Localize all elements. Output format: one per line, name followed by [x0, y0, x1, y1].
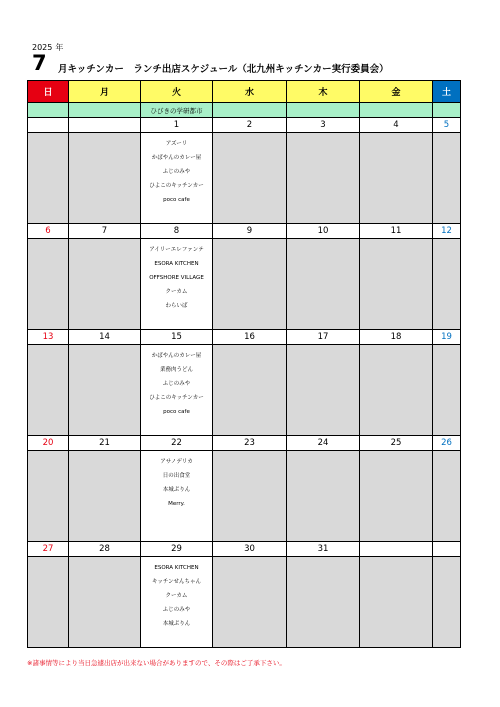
date-number: 23 [213, 436, 287, 451]
date-number: 13 [28, 330, 69, 345]
vendor-list [141, 451, 212, 525]
empty-cell [28, 133, 69, 224]
weekday-sun: 日 [28, 81, 69, 103]
date-number: 30 [213, 542, 287, 557]
date-number: 25 [360, 436, 433, 451]
empty-cell [360, 239, 433, 330]
empty-cell [69, 345, 141, 436]
empty-cell [69, 133, 141, 224]
date-number: 31 [287, 542, 360, 557]
year-suffix: 年 [55, 43, 64, 52]
vendor-name: 本城ぷりん [162, 487, 191, 493]
empty-cell [360, 451, 433, 542]
date-number: 14 [69, 330, 141, 345]
date-number: 10 [287, 224, 360, 239]
empty-cell [287, 557, 360, 648]
date-number [433, 542, 461, 557]
location-cell [360, 103, 433, 118]
empty-cell [28, 239, 69, 330]
vendor-row [28, 345, 461, 436]
empty-cell [69, 239, 141, 330]
vendor-name: poco cafe [163, 409, 190, 415]
vendor-name: ひよこのキッチンカー [149, 395, 204, 401]
vendor-name: かばやんのカレー屋 [151, 353, 202, 359]
date-number: 4 [360, 118, 433, 133]
weekday-thu: 木 [287, 81, 360, 103]
empty-cell [28, 557, 69, 648]
vendor-cell [141, 239, 213, 330]
date-number: 27 [28, 542, 69, 557]
date-number: 29 [141, 542, 213, 557]
date-row [28, 330, 461, 345]
vendor-list [141, 557, 212, 631]
date-number: 24 [287, 436, 360, 451]
vendor-name: ふじのみや [162, 381, 191, 387]
vendor-row [28, 451, 461, 542]
vendor-name: アズーリ [165, 141, 188, 147]
date-number: 26 [433, 436, 461, 451]
vendor-name: ESORA KITCHEN [154, 261, 199, 267]
vendor-name: Merry. [168, 501, 185, 507]
date-number: 21 [69, 436, 141, 451]
location-cell [287, 103, 360, 118]
date-number [360, 542, 433, 557]
weekday-sat: 土 [433, 81, 461, 103]
date-number: 28 [69, 542, 141, 557]
vendor-name: わらいば [165, 303, 188, 309]
footer-note: ※諸事情等により当日急遽出店が出来ない場合がありますので、その際はご了承下さい。 [27, 659, 286, 667]
date-number: 22 [141, 436, 213, 451]
empty-cell [287, 345, 360, 436]
year-value: 2025 [32, 43, 53, 52]
empty-cell [213, 239, 287, 330]
empty-cell [433, 239, 461, 330]
vendor-cell [141, 451, 213, 542]
vendor-name: 本城ぷりん [162, 621, 191, 627]
empty-cell [433, 451, 461, 542]
weekday-tue: 火 [141, 81, 213, 103]
vendor-name: キッチンせんちゃん [151, 579, 202, 585]
vendor-cell [141, 557, 213, 648]
date-number: 7 [69, 224, 141, 239]
location-cell [213, 103, 287, 118]
empty-cell [287, 133, 360, 224]
date-number [28, 118, 69, 133]
date-number: 5 [433, 118, 461, 133]
vendor-name: 業務肉うどん [159, 367, 193, 373]
empty-cell [69, 451, 141, 542]
empty-cell [287, 239, 360, 330]
vendor-row [28, 557, 461, 648]
empty-cell [433, 345, 461, 436]
empty-cell [28, 451, 69, 542]
vendor-name: ふじのみや [162, 607, 191, 613]
date-number: 8 [141, 224, 213, 239]
date-number: 12 [433, 224, 461, 239]
weekday-wed: 水 [213, 81, 287, 103]
date-number: 17 [287, 330, 360, 345]
vendor-name: poco cafe [163, 197, 190, 203]
schedule-calendar [27, 80, 461, 648]
vendor-name: かばやんのカレー屋 [151, 155, 202, 161]
empty-cell [360, 345, 433, 436]
empty-cell [360, 133, 433, 224]
empty-cell [287, 451, 360, 542]
schedule-title: 月キッチンカー ランチ出店スケジュール（北九州キッチンカー実行委員会） [58, 64, 389, 75]
vendor-name: OFFSHORE VILLAGE [149, 275, 204, 281]
empty-cell [213, 345, 287, 436]
empty-cell [213, 451, 287, 542]
vendor-name: ふじのみや [162, 169, 191, 175]
location-cell [28, 103, 69, 118]
empty-cell [69, 557, 141, 648]
date-row [28, 542, 461, 557]
vendor-name: アイリーエレファンテ [149, 247, 204, 253]
vendor-list [141, 345, 212, 419]
date-number [69, 118, 141, 133]
empty-cell [360, 557, 433, 648]
vendor-name [141, 511, 212, 525]
date-number: 15 [141, 330, 213, 345]
location-cell [433, 103, 461, 118]
empty-cell [28, 345, 69, 436]
weekday-header-row [28, 81, 461, 103]
vendor-name: クーカム [165, 289, 188, 295]
vendor-name: クーカム [165, 593, 188, 599]
vendor-row [28, 239, 461, 330]
vendor-cell [141, 345, 213, 436]
vendor-name: 日の出食堂 [162, 473, 191, 479]
month-number: 7 [32, 51, 47, 75]
date-row [28, 118, 461, 133]
date-number: 11 [360, 224, 433, 239]
vendor-list [141, 133, 212, 207]
empty-cell [433, 557, 461, 648]
date-number: 9 [213, 224, 287, 239]
date-row [28, 224, 461, 239]
vendor-list [141, 239, 212, 313]
location-row [28, 103, 461, 118]
vendor-cell [141, 133, 213, 224]
weekday-mon: 月 [69, 81, 141, 103]
vendor-name: ひよこのキッチンカー [149, 183, 204, 189]
location-cell [69, 103, 141, 118]
date-number: 16 [213, 330, 287, 345]
date-row [28, 436, 461, 451]
date-number: 6 [28, 224, 69, 239]
empty-cell [213, 557, 287, 648]
empty-cell [433, 133, 461, 224]
date-number: 20 [28, 436, 69, 451]
weekday-fri: 金 [360, 81, 433, 103]
date-number: 3 [287, 118, 360, 133]
vendor-row [28, 133, 461, 224]
vendor-name: アサノデリカ [160, 459, 193, 465]
date-number: 18 [360, 330, 433, 345]
date-number: 1 [141, 118, 213, 133]
location-cell: ひびきの学研都市 [141, 103, 213, 118]
vendor-name: ESORA KITCHEN [154, 565, 199, 571]
date-number: 19 [433, 330, 461, 345]
date-number: 2 [213, 118, 287, 133]
empty-cell [213, 133, 287, 224]
